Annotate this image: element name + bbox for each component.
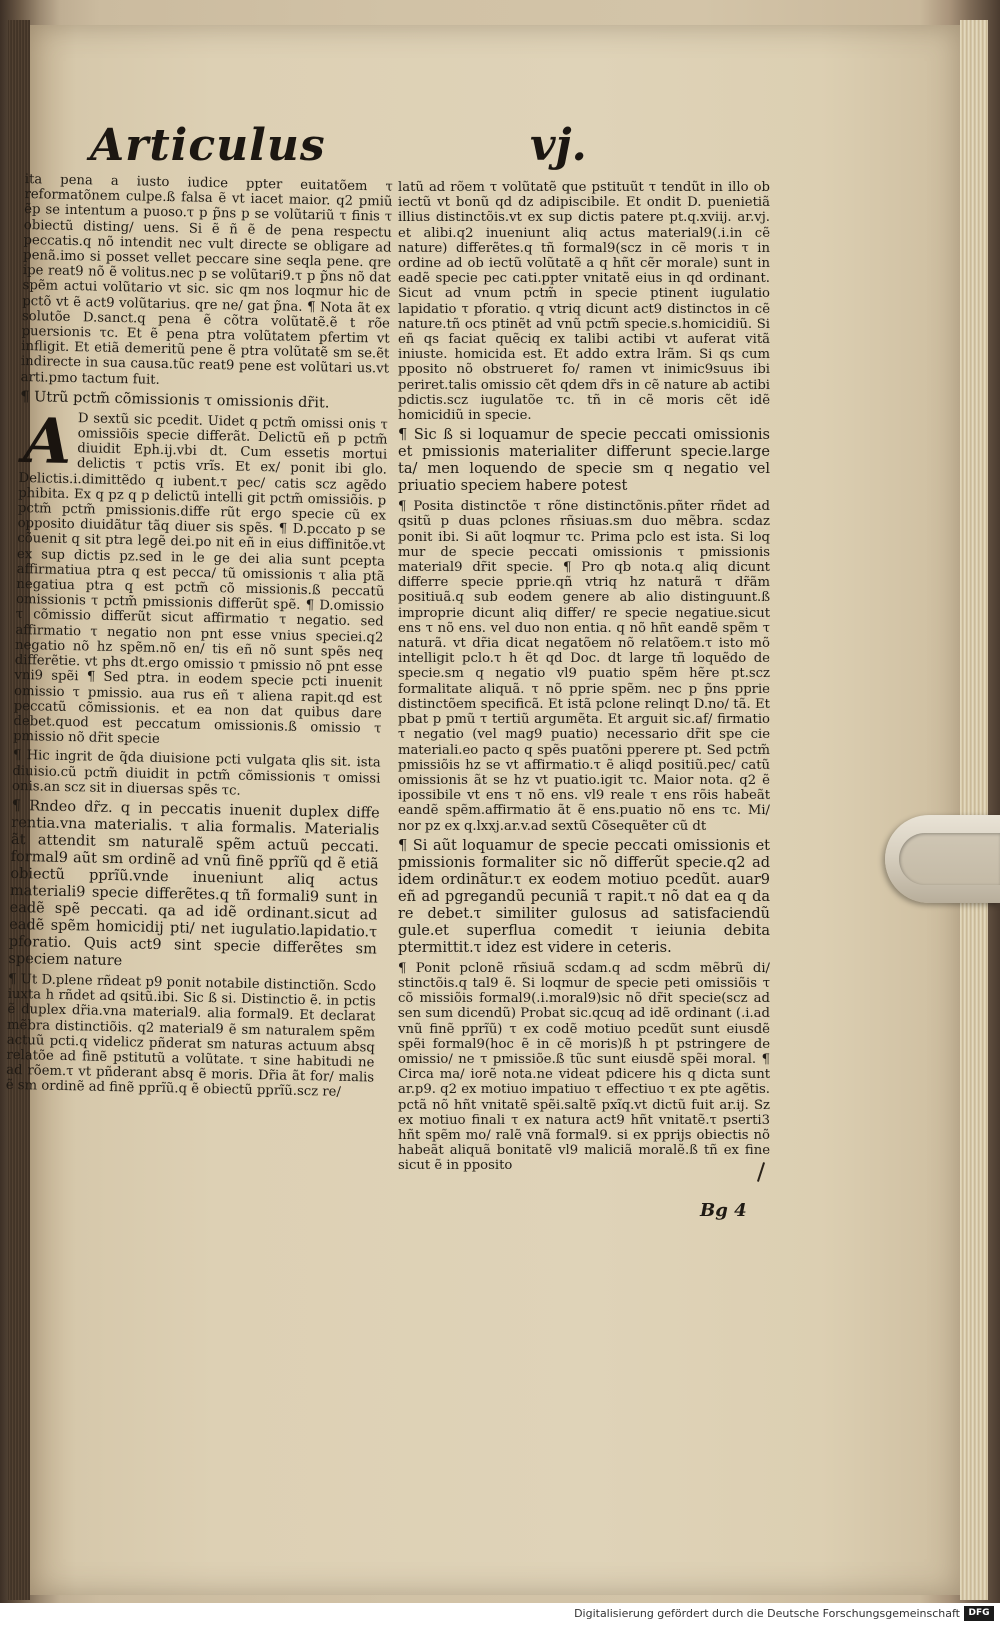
page-clip-inner bbox=[899, 833, 1000, 885]
left-heading: ¶ Utrũ pctm̃ cõmissionis τ omissionis dr̃it. bbox=[20, 388, 330, 412]
right-paragraph-5: ¶ Ponit pclonẽ rñsiuã scdam.q ad scdm mẽbrũ di/ stinctõis.q tal9 ẽ. Si loqmur de specie peti omissiõis τ cõ missiõis formal9(.i.moral9)sic nõ dr̃it specie(scz ad sen sum dicendũ) Probat sic.qcuq ad idẽ ordinant (.i.ad vnũ finẽ pprĩũ) τ ex codẽ motiuo pcedũt sunt eiusdẽ spẽi formal9(hoc ẽ in cẽ moris)ß h pt pstringere de omissio/ ne τ pmissiõe.ß tũc sunt eiusdẽ spẽi moral. ¶ Circa ma/ iorẽ nota.ne videat pdicere his q dicta sunt ar.p9. q2 ex motiuo impatiuo τ effectiuo τ ex pte agẽtis. pctã nõ hñt vnitatẽ spẽi.saltẽ pxĩq.vt dictũ fuit ar.ij. Sz ex motiuo finali τ ex natura act9 hñt vnitatẽ.τ pserti3 hñt spẽm mo/ ralẽ vnã formal9. si ex pprijs obiectis nõ habeãt aliquã bonitatẽ vl9 maliciã moralẽ.ß tñ ex fine sicut ẽ in pposito bbox=[398, 960, 770, 1174]
dfg-logo: DFG bbox=[964, 1606, 994, 1621]
right-paragraph-3: ¶ Posita distinctõe τ rõne distinctõnis.pñter rñdet ad qsitũ p duas pclones rñsiuas.sm duo mẽbra. scdaz ponit ibi. Si aũt loqmur τc. Prima pclo est ista. Si loq mur de specie peccati omissionis τ pmissionis material9 dr̃it specie. ¶ Pro qb nota.q aliq dicunt differre specie pprie.qñ vtriq hz naturã τ dr̃ãm positiuã.q sub eodem genere ab alio distinguunt.ß improprie dicunt aliq differ/ re specie negatiue.sicut ens τ nõ ens. vel duo non entia. q nõ hñt eandẽ spẽm τ naturã. vt dr̃ia dicat negatõem nõ relatõem.τ isto mõ intelligit pclo.τ h ẽt qd Doc. dt large tñ loquẽdo de specie.sm q negatio vl9 puatio spẽm hẽre pt.scz formalitate aliquã. τ nõ pprie spẽm. nec p p̃ns pprie distinctõem specificã. Et istã pclone relinqt D.no/ tã. Et pbat p pmũ τ tertiũ argumẽta. Et arguit sic.af/ firmatio τ negatio (vel mag9 puatio) necessario dr̃it spe cie materiali.eo pacto q spẽs puatõni pperere pt. Sed pctm̃ pmissiõis hz se vt affirmatio.τ ẽ aliqd positiũ.pec/ catũ omissionis ãt se hz vt puatio.igit τc. Maior nota. q2 ẽ ipossibile vt ens τ nõ ens. vl9 reale τ ens rõis habeãt eandẽ spẽm.affirmatio ãt ẽ ens.puatio nõ ens τc. Mi/ nor pz ex q.lxxj.ar.v.ad sextũ Cõsequẽter cũ dt bbox=[398, 499, 770, 834]
page-edges bbox=[960, 20, 988, 1600]
left-paragraph-3: ¶ Hic ingrit de q̃da diuisione pcti vulgata qlis sit. ista diuisio.cũ pctm̃ diuidit in pctm̃ cõmissionis τ omissi onis.an scz sit in diuersas spẽs τc. bbox=[11, 748, 381, 799]
left-column bbox=[6, 172, 393, 1105]
footer-bar bbox=[0, 1603, 1000, 1625]
running-header bbox=[90, 120, 870, 180]
right-paragraph-2: ¶ Sic ß si loquamur de specie peccati omissionis et pmissionis materialiter differunt specie.large ta/ men loquendo de specie sm q negatio vel priuatio speciem habere potest bbox=[398, 427, 770, 495]
left-paragraph-4: ¶ Rndeo dr̃z. q in peccatis inuenit duplex diffe rentia.vna materialis. τ alia formalis. Materialis ãt attendit sm naturalẽ spẽm actuũ peccati. formal9 aũt sm ordinẽ ad vnũ finẽ pprĩũ qd ẽ etiã obiectũ pprĩũ.vnde inueniunt aliq actus materiali9 specie differẽtes.q tñ formali9 sunt in eadẽ spẽ peccati. qa ad idẽ ordinant.sicut ad eadẽ spẽm homicidij pti/ net iugulatio.lapidatio.τ pforatio. Quis act9 sint specie differẽtes sm speciem nature bbox=[8, 797, 380, 970]
footer-credit: Digitalisierung gefördert durch die Deutsche Forschungsgemeinschaft bbox=[574, 1607, 960, 1620]
header-right: vj. bbox=[530, 120, 587, 171]
left-paragraph-2 bbox=[13, 403, 388, 752]
left-paragraph-5: ¶ Ut D.plene rñdeat p9 ponit notabile distinctiõn. Scdo iuxta h rñdet ad qsitũ.ibi. Sic ß si. Distinctio ẽ. in pctis ẽ duplex dr̃ia.vna material9. alia formal9. Et declarat mẽbra distinctiõis. q2 material9 ẽ sm naturalem spẽm actuũ pcti.q videlicz pñderat sm naturas actuum absq relatõe ad finẽ pstitutũ a volũtate. τ sine habitudi ne ad rõem.τ vt pñderant absq ẽ moris. Dr̃ia ãt for/ malis ẽ sm ordinẽ ad finẽ pprĩũ.q ẽ obiectũ pprĩũ.scz re/ bbox=[5, 971, 377, 1101]
page-clip bbox=[885, 815, 1000, 903]
initial-letter: A bbox=[22, 403, 73, 478]
left-paragraph-1: ita pena a iusto iudice ppter euitatõem τ reformatõnem culpe.ß falsa ẽ vt iacet maior. q2 pmiũ ẽp se intentum a puoso.τ p p̃ns p se volũtariũ τ finis τ obiectũ disting/ uens. Si ẽ ñ ẽ de pena respectu peccatis.q nõ intendit nec vult directe se obligare ad penã.imo si posset vellet peccare sine seqla pene. qre ipe reat9 nõ ẽ volitus.nec p se volũtari9.τ p p̃ns nõ dat spẽm actui volũtario vt sic. sic qm nos loqmur hic de pctõ vt ẽ act9 volũtarius. qre ne/ gat p̃na. ¶ Nota ãt ex solutõe D.sanct.q pena ẽ cõtra volũtatẽ.ẽ t rõe puersionis τc. Et ẽ pena ptra volũtatem pfertim vt infligit. Et etiã demeritũ pene ẽ ptra volũtatẽ sm se.ẽt indirecte in sua causa.tũc reat9 pene est volũtari us.vt arti.pmo tactum fuit. bbox=[20, 172, 393, 388]
right-paragraph-4: ¶ Si aũt loquamur de specie peccati omissionis et pmissionis formaliter sic nõ differũt specie.q2 ad idem ordinãtur.τ ex eodem motiuo pcedũt. auar9 eñ ad pgregandũ pecuniã τ rapit.τ nõ dat ea q da re debet.τ similiter gulosus ad satisfaciendũ gule.et superflua comedit τ ieiunia debita ptermittit.τ idez est videre in ceteris. bbox=[398, 837, 770, 956]
header-left: Articulus bbox=[90, 120, 326, 171]
signature-mark: Bg 4 bbox=[700, 1200, 747, 1221]
left-paragraph-2-text: D sextũ sic pcedit. Uidet q pctm̃ omissi onis τ omissiõis specie differãt. Delictũ eñ p pctm̃ diuidit Eph.ij.vbi dt. Cum essetis mortui delictis τ pctis vrĩs. Et ex/ ponit ibi glo. Delictis.i.dimittẽdo q iubent.τ pec/ catis scz agẽdo phibita. Ex q pz q p delictũ intelli git pctm̃ omissiõis. p pctm̃ pctm̃ pmissionis.diffe rũt ergo specie cũ ex opposito diuidãtur tãq diuer sis spẽs. ¶ D.pccato p se cõuenit q sit ptra legẽ dei.po nit eñ in eius diffinitõe.vt ex sup dictis pz.sed in le ge dei alia sunt pcepta affirmatiua ptra q est pecca/ tũ omissionis τ alia ptã negatiua ptra q est pctm̃ cõ missionis.ß peccatũ omissionis τ pctm̃ pmissionis differũt spẽ. ¶ D.omissio τ cõmissio differũt sicut affirmatio τ negatio. sed affirmatio τ negatio non pnt esse vnius speciei.q2 negatio nõ hz spẽm.nõ en/ tis eñ nõ sunt spẽs neq differẽtie. vt phs dt.ergo omissio τ pmissio nõ pnt esse vni9 spẽi ¶ Sed ptra. in eodem specie pcti inuenit omissio τ pmissio. aua rus eñ τ aliena rapit.qd est peccatũ cõmissionis. et ea non dat quibus dare debet.quod est peccatum omissionis.ß omissio τ pmissio nõ dr̃it specie bbox=[13, 411, 388, 748]
right-column bbox=[398, 180, 770, 1178]
right-paragraph-1: latũ ad rõem τ volũtatẽ que pstituũt τ tendũt in illo ob iectũ vt bonũ qd dz adipiscibile. Et ondit D. puenietiã illius distinctõis.vt ex sup dictis patere pt.q.xviij. ar.vj. et alibi.q2 inueniunt aliq actus material9(.i.in cẽ nature) differẽtes.q tñ formal9(scz in cẽ moris τ in ordine ad ob iectũ volũtatẽ a q hñt cẽr morale) sunt in eadẽ specie pec cati.ppter vnitatẽ eius in qd ordinant. Sicut ad vnum pctm̃ in specie ptinent iugulatio lapidatio τ pforatio. q vtriq dicunt act9 distinctos in cẽ nature.tñ ocs ptinẽt ad vnũ pctm̃ specie.s.homicidiũ. Si eñ qs faciat quẽciq ex talibi actibi vt auferat vitã iniuste. homicida est. Et addo extra lrãm. Si qs cum pposito nõ obstrueret fo/ ramen vt inimic9suus ibi periret.talis omissio cẽt qdem dr̃s in cẽ nature ab actibi pdictis.scz iugulatõe τc. tñ in cẽ moris cẽt idẽ homicidiũ in specie. bbox=[398, 180, 770, 424]
